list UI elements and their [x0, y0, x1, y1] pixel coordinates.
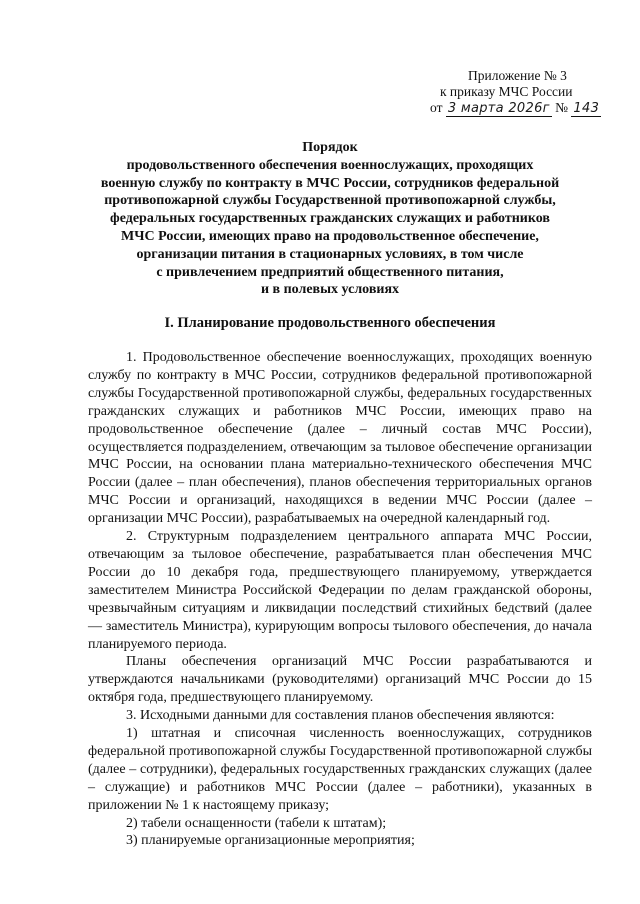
title-line: продовольственного обеспечения военнослужащих, проходящих — [126, 157, 534, 173]
list-item-2: 2) табели оснащенности (табели к штатам); — [126, 815, 387, 831]
title-line: военную службу по контракту в МЧС России, сотрудников федеральной — [100, 175, 560, 191]
title-line: с привлечением предприятий общественного питания, — [156, 264, 504, 280]
title-line: федеральных государственных гражданских служащих и работников — [110, 211, 550, 227]
paragraph-1: 1. Продовольственное обеспечение военнослужащих, проходящих военную службу по контракту в МЧС России, сотрудников федеральной противопожарной службы Государственной противопожарной службы, федеральных государственных гражданских служащих и работников МЧС России, имеющих право на продовольственное обеспечение (далее – личный состав МЧС России), осуществляется подразделением, отвечающим за тыловое обеспечение организации МЧС России, на основании плана материально-технического обеспечения МЧС России (далее – план обеспечения), планов обеспечения территориальных органов МЧС России и организаций, находящихся в ведении МЧС России (далее – организации МЧС России), разрабатываемых на очередной календарный год. — [88, 350, 592, 527]
handwritten-order-number: 143 — [573, 101, 600, 116]
paragraph-2: 2. Структурным подразделением центрального аппарата МЧС России, отвечающим за тыловое обеспечение, разрабатывается план обеспечения МЧС России до 10 декабря года, предшествующего планируемому, утверждается заместителем Министра Российской Федерации по делам гражданской обороны, чрезвычайным ситуациям и ликвидации последствий стихийных бедствий (далее — заместитель Министра), курирующим вопросы тылового обеспечения, до начала планируемого периода. — [88, 529, 592, 652]
handwritten-date: 3 марта 2026г — [447, 101, 550, 116]
document-body — [88, 349, 592, 850]
title-line: организации питания в стационарных условиях, в том числе — [136, 246, 524, 262]
date-prefix: от — [430, 100, 443, 115]
paragraph-3: 3. Исходными данными для составления планов обеспечения являются: — [126, 708, 555, 724]
list-item-1: 1) штатная и списочная численность военнослужащих, сотрудников федеральной противопожарной службы Государственной противопожарной службы (далее – сотрудники), федеральных государственных гражданских служащих (далее – служащие) и работников МЧС России (далее – работники), указанных в приложении № 1 к настоящему приказу; — [88, 726, 592, 813]
appendix-label: Приложение № 3 — [468, 68, 567, 83]
paragraph-plans: Планы обеспечения организаций МЧС России разрабатываются и утверждаются начальниками (руководителями) организаций МЧС России до 15 октября года, предшествующего планируемому. — [88, 654, 592, 706]
number-sign: № — [555, 100, 569, 115]
title-line: противопожарной службы Государственной противопожарной службы, — [104, 193, 556, 209]
list-item-3: 3) планируемые организационные мероприятия; — [126, 833, 415, 849]
title-line: МЧС России, имеющих право на продовольственное обеспечение, — [121, 228, 539, 244]
appendix-header — [430, 68, 600, 117]
order-date-line — [430, 100, 600, 117]
section-heading: I. Планирование продовольственного обеспечения — [164, 315, 496, 331]
order-reference: к приказу МЧС России — [440, 84, 573, 99]
document-title — [60, 139, 600, 299]
title-line: и в полевых условиях — [260, 282, 400, 298]
title-line: Порядок — [302, 140, 358, 155]
